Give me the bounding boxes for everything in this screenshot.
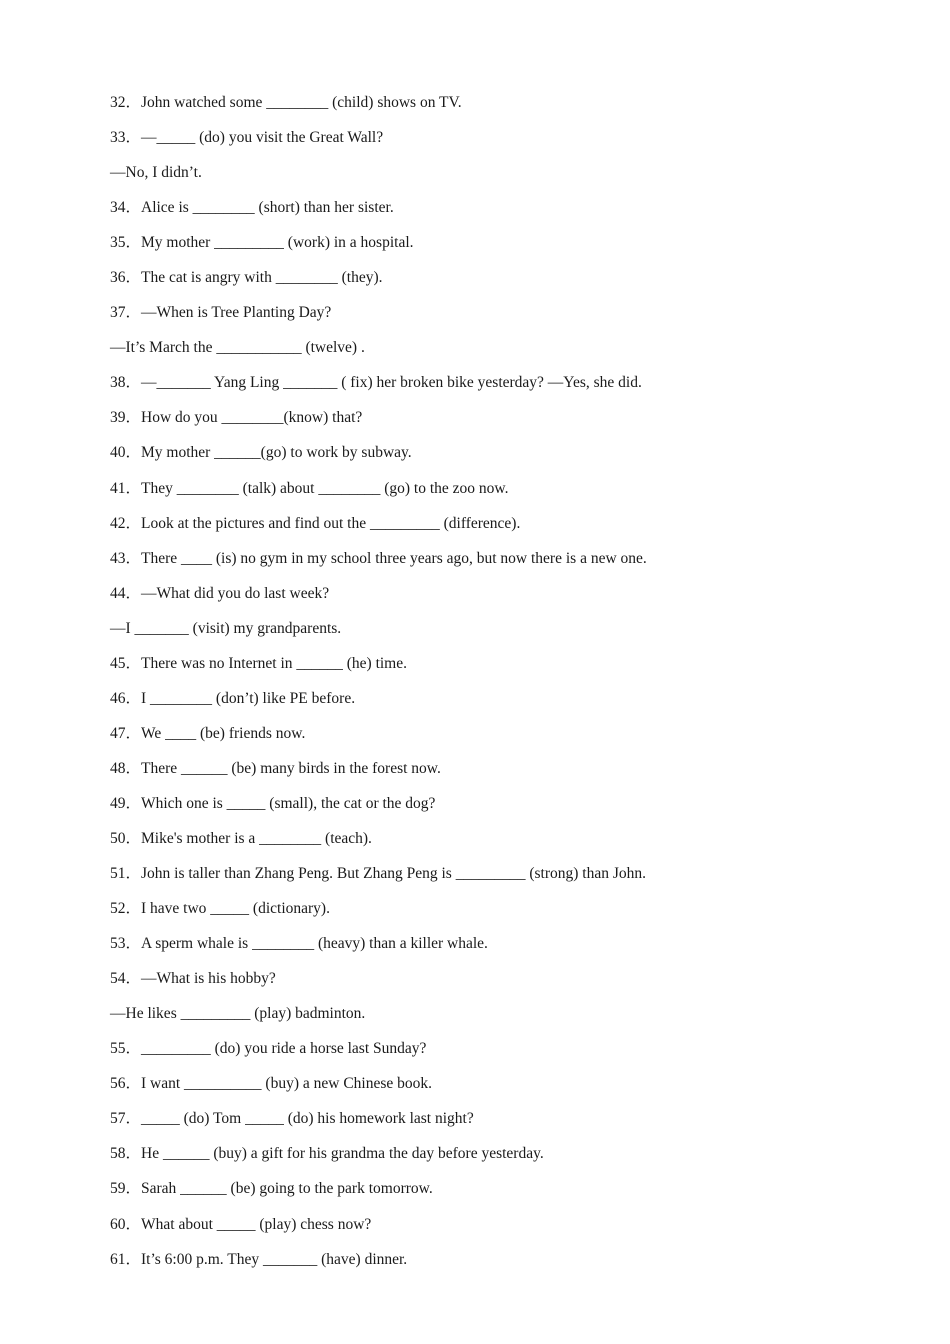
exercise-line: 40．My mother ______(go) to work by subway. bbox=[110, 444, 412, 462]
exercise-line: 60．What about _____ (play) chess now? bbox=[110, 1215, 372, 1233]
exercise-line: 49．Which one is _____ (small), the cat or the dog? bbox=[110, 794, 436, 812]
exercise-line: —No, I didn’t. bbox=[110, 164, 202, 182]
exercise-line: 36．The cat is angry with ________ (they). bbox=[110, 269, 383, 287]
exercise-line: 38．—_______ Yang Ling _______ ( fix) her broken bike yesterday? —Yes, she did. bbox=[110, 374, 642, 392]
exercise-line: 61．It’s 6:00 p.m. They _______ (have) dinner. bbox=[110, 1250, 408, 1268]
exercise-line: —He likes _________ (play) badminton. bbox=[110, 1005, 366, 1023]
exercise-line: 58．He ______ (buy) a gift for his grandma the day before yesterday. bbox=[110, 1145, 544, 1163]
exercise-line: 50．Mike's mother is a ________ (teach). bbox=[110, 829, 372, 847]
exercise-line: 51．John is taller than Zhang Peng. But Zhang Peng is _________ (strong) than John. bbox=[110, 865, 646, 883]
exercise-list bbox=[110, 91, 910, 1283]
exercise-line: 34．Alice is ________ (short) than her sister. bbox=[110, 199, 394, 217]
exercise-line: 37．—When is Tree Planting Day? bbox=[110, 304, 332, 322]
exercise-line: 47．We ____ (be) friends now. bbox=[110, 724, 306, 742]
exercise-line: 45．There was no Internet in ______ (he) time. bbox=[110, 654, 407, 672]
exercise-line: 42．Look at the pictures and find out the _________ (difference). bbox=[110, 514, 521, 532]
exercise-line: 44．—What did you do last week? bbox=[110, 584, 330, 602]
exercise-line: 53．A sperm whale is ________ (heavy) than a killer whale. bbox=[110, 935, 488, 953]
exercise-line: 39．How do you ________(know) that? bbox=[110, 409, 363, 427]
exercise-line: 46．I ________ (don’t) like PE before. bbox=[110, 689, 356, 707]
exercise-line: 59．Sarah ______ (be) going to the park tomorrow. bbox=[110, 1180, 433, 1198]
exercise-line: 48．There ______ (be) many birds in the forest now. bbox=[110, 759, 441, 777]
exercise-line: 33．—_____ (do) you visit the Great Wall? bbox=[110, 129, 384, 147]
exercise-line: 35．My mother _________ (work) in a hospital. bbox=[110, 234, 414, 252]
exercise-line: 41．They ________ (talk) about ________ (go) to the zoo now. bbox=[110, 479, 509, 497]
exercise-line: 55．_________ (do) you ride a horse last Sunday? bbox=[110, 1040, 427, 1058]
exercise-line: 32．John watched some ________ (child) shows on TV. bbox=[110, 94, 462, 111]
exercise-line: 52．I have two _____ (dictionary). bbox=[110, 900, 330, 918]
exercise-line: 54．—What is his hobby? bbox=[110, 970, 276, 988]
exercise-line: —I _______ (visit) my grandparents. bbox=[110, 619, 342, 637]
exercise-line: 57．_____ (do) Tom _____ (do) his homework last night? bbox=[110, 1110, 474, 1128]
exercise-line: 56．I want __________ (buy) a new Chinese book. bbox=[110, 1075, 433, 1093]
exercise-line: 43．There ____ (is) no gym in my school three years ago, but now there is a new one. bbox=[110, 549, 647, 567]
exercise-line: —It’s March the ___________ (twelve) . bbox=[110, 339, 365, 357]
